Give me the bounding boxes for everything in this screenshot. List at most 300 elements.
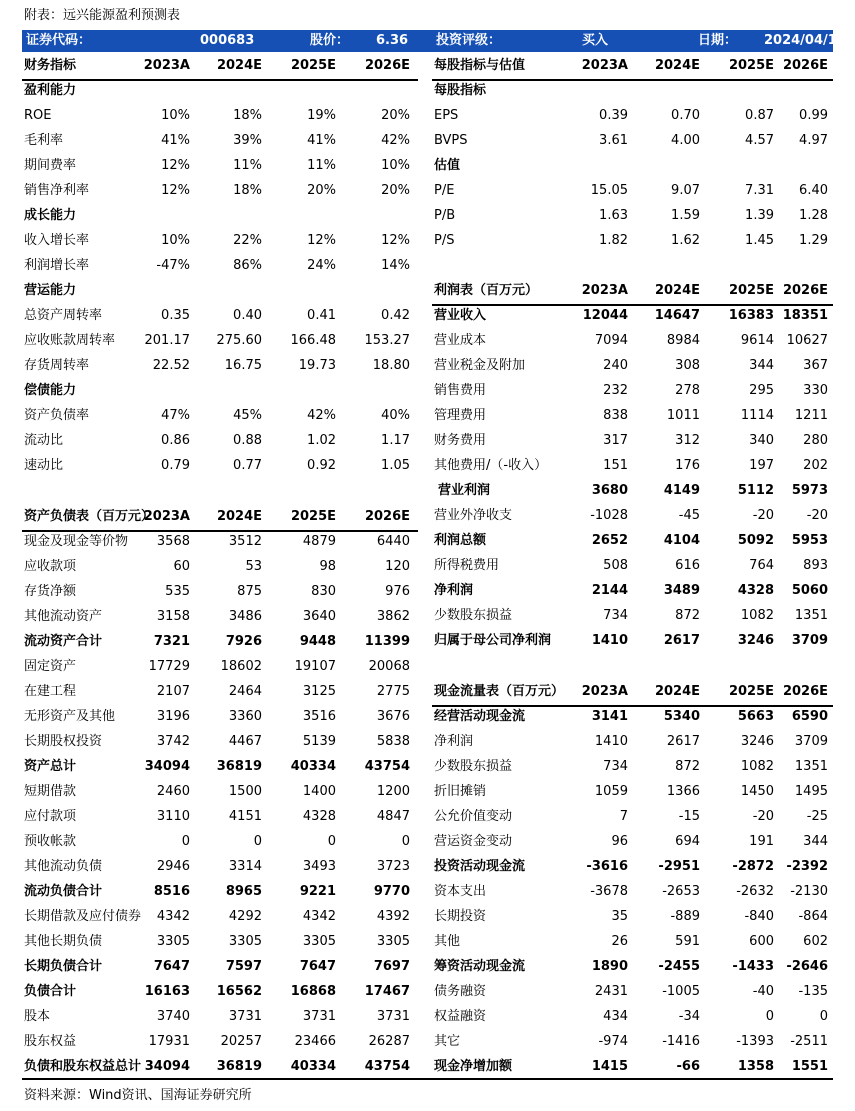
year-header: 2024E [654,283,700,298]
table-row [22,1055,418,1080]
table-row [22,229,418,254]
cell-value: 1.63 [599,208,628,223]
security-info-bar [22,30,846,52]
cell-value: 5838 [376,734,410,749]
cell-value: 838 [603,408,628,423]
cell-value: 1.28 [799,208,828,223]
table-row [432,554,833,579]
cell-value: 2617 [666,734,700,749]
table-row [432,705,833,730]
cell-value: -2130 [790,884,828,899]
table-row [432,730,833,755]
cell-value: 4328 [737,583,774,598]
table-row [22,555,418,580]
cell-value: 893 [803,558,828,573]
cell-value: 3110 [156,809,190,824]
cell-value: -2392 [786,859,828,874]
cell-value: 202 [803,458,828,473]
row-label: 权益融资 [434,1009,487,1024]
cell-value: 20257 [220,1034,262,1049]
cell-value: -20 [752,508,774,523]
table-row [22,154,418,179]
row-label: 营业税金及附加 [434,358,526,373]
row-label: 存货净额 [24,584,77,599]
cell-value: 232 [603,383,628,398]
cell-value: -34 [678,1009,700,1024]
cell-value: 3512 [228,534,262,549]
cell-value: 0.88 [233,433,262,448]
cell-value: 1200 [376,784,410,799]
row-label: 营业成本 [434,333,487,348]
row-label: 其他流动负债 [24,859,103,874]
bottom-rule [22,1078,833,1080]
cell-value: 1.39 [745,208,774,223]
table-row [22,930,418,955]
cell-value: 4342 [302,909,336,924]
table-row [22,129,418,154]
cell-value: 875 [237,584,262,599]
price-value: 6.36 [376,33,409,48]
table-row [432,379,833,404]
section-heading: 营运能力 [24,283,77,298]
cell-value: 7647 [153,959,190,974]
table-row [432,855,833,880]
table-row [432,955,833,980]
year-header: 2026E [782,283,828,298]
cell-value: 9614 [740,333,774,348]
header-title: 现金流量表（百万元） [434,684,565,699]
cell-value: 120 [385,559,410,574]
cell-value: 535 [165,584,190,599]
cell-value: 10627 [786,333,828,348]
cell-value: 3568 [156,534,190,549]
cell-value: -1393 [736,1034,774,1049]
cell-value: 275.60 [216,333,262,348]
cell-value: 26287 [368,1034,410,1049]
cell-value: -1028 [590,508,628,523]
row-label: 固定资产 [24,659,77,674]
cell-value: 18351 [782,308,828,323]
row-label: 应收账款周转率 [24,333,116,348]
cell-value: 5953 [791,533,828,548]
cell-value: 7.31 [745,183,774,198]
cell-value: 39% [233,133,262,148]
cell-value: 36819 [216,759,262,774]
row-label: 存货周转率 [24,358,90,373]
cell-value: 1551 [791,1059,828,1074]
cell-value: 4879 [302,534,336,549]
cell-value: 1450 [740,784,774,799]
cell-value: 3731 [228,1009,262,1024]
row-label: 预收帐款 [24,834,77,849]
cell-value: 1358 [737,1059,774,1074]
table-row [22,680,418,705]
header-title: 财务指标 [24,58,77,73]
cell-value: 367 [803,358,828,373]
row-label: 营业外净收支 [434,508,513,523]
cell-value: 20% [381,108,410,123]
table-row [22,1030,418,1055]
section-heading: 偿债能力 [24,383,77,398]
row-label: 股本 [24,1009,51,1024]
table-row [22,855,418,880]
cell-value: 3314 [228,859,262,874]
cell-value: 12% [161,158,190,173]
cell-value: 5060 [791,583,828,598]
date-value: 2024/04/16 [764,33,846,48]
row-label: 折旧摊销 [434,784,487,799]
row-label: BVPS [434,133,468,148]
price-label: 股价： [310,33,350,48]
cell-value: 1082 [740,608,774,623]
cell-value: 43754 [364,759,410,774]
cell-value: 3196 [156,709,190,724]
cell-value: 98 [319,559,336,574]
table-row [22,254,418,279]
row-label: 投资活动现金流 [434,859,526,874]
cell-value: 20068 [368,659,410,674]
row-label: 财务费用 [434,433,487,448]
cell-value: 16163 [144,984,190,999]
section-heading: 估值 [434,158,461,173]
table-row [22,454,418,479]
cell-value: -840 [744,909,774,924]
cell-value: -40 [752,984,774,999]
cell-value: 53 [245,559,262,574]
cell-value: 0.87 [745,108,774,123]
cell-value: -2872 [732,859,774,874]
cell-value: -66 [676,1059,700,1074]
cell-value: 3862 [376,609,410,624]
cell-value: 3676 [376,709,410,724]
cell-value: -135 [798,984,828,999]
cell-value: 9.07 [671,183,700,198]
cell-value: 3305 [376,934,410,949]
cell-value: 3141 [591,709,628,724]
cell-value: 1.05 [381,458,410,473]
cell-value: 40% [381,408,410,423]
cell-value: 3158 [156,609,190,624]
row-label: 利润增长率 [24,258,90,273]
cell-value: 34094 [144,759,190,774]
cell-value: 3742 [156,734,190,749]
cell-value: 10% [381,158,410,173]
cell-value: 16383 [728,308,774,323]
year-header: 2025E [290,58,336,73]
row-label: 销售净利率 [24,183,90,198]
cell-value: 295 [749,383,774,398]
cell-value: 2775 [376,684,410,699]
table-row [22,429,418,454]
cell-value: 3740 [156,1009,190,1024]
section-heading-row [432,79,833,104]
cell-value: 0 [819,1009,828,1024]
cell-value: 734 [603,759,628,774]
cell-value: 0 [765,1009,774,1024]
row-label: 流动负债合计 [24,884,103,899]
table-row [432,404,833,429]
row-label: 负债合计 [24,984,77,999]
cell-value: 0.41 [307,308,336,323]
cell-value: 6.40 [799,183,828,198]
cell-value: 600 [749,934,774,949]
cell-value: 278 [675,383,700,398]
cell-value: 11% [233,158,262,173]
cell-value: 86% [233,258,262,273]
cell-value: 2144 [591,583,628,598]
table-row [22,880,418,905]
cell-value: 40334 [290,759,336,774]
cell-value: 4149 [663,483,700,498]
year-header: 2024E [216,58,262,73]
row-label: 管理费用 [434,408,487,423]
year-header: 2025E [728,283,774,298]
cell-value: 4847 [376,809,410,824]
cell-value: 344 [749,358,774,373]
table-header-row [432,680,833,707]
cell-value: 166.48 [290,333,336,348]
row-label: 流动资产合计 [24,634,103,649]
rating-label: 投资评级： [436,33,502,48]
cell-value: 1351 [794,759,828,774]
year-header: 2023A [581,684,628,699]
row-label: 现金及现金等价物 [24,534,129,549]
cell-value: -1433 [732,959,774,974]
cell-value: 4342 [156,909,190,924]
year-header: 2026E [782,684,828,699]
cell-value: 5112 [737,483,774,498]
cell-value: -864 [798,909,828,924]
cell-value: 0 [327,834,336,849]
cell-value: -1005 [662,984,700,999]
section-heading-row [22,279,418,304]
cell-value: 330 [803,383,828,398]
table-row [432,104,833,129]
cell-value: 1415 [591,1059,628,1074]
table-row [22,530,418,555]
table-row [432,629,833,654]
table-row [432,805,833,830]
cell-value: 191 [749,834,774,849]
cell-value: 602 [803,934,828,949]
cell-value: -2632 [736,884,774,899]
cell-value: 11% [307,158,336,173]
cell-value: 34094 [144,1059,190,1074]
cell-value: 18.80 [372,358,410,373]
cell-value: 12% [307,233,336,248]
cell-value: 22% [233,233,262,248]
table-row [22,805,418,830]
cell-value: 2652 [591,533,628,548]
cell-value: 6440 [376,534,410,549]
table-row [432,780,833,805]
cell-value: 4.00 [671,133,700,148]
cell-value: 9770 [373,884,410,899]
cell-value: 9448 [299,634,336,649]
table-row [432,1030,833,1055]
cell-value: 36819 [216,1059,262,1074]
cell-value: 43754 [364,1059,410,1074]
table-row [432,529,833,554]
row-label: 无形资产及其他 [24,709,116,724]
table-row [432,930,833,955]
cell-value: 18% [233,183,262,198]
cell-value: 1.29 [799,233,828,248]
table-row [22,304,418,329]
cell-value: 15.05 [590,183,628,198]
row-label: 负债和股东权益总计 [24,1059,142,1074]
row-label: 净利润 [434,583,474,598]
year-header: 2023A [143,509,190,524]
cell-value: 8516 [153,884,190,899]
table-row [432,354,833,379]
cell-value: 5092 [737,533,774,548]
row-label: 其他长期负债 [24,934,103,949]
cell-value: 153.27 [364,333,410,348]
cell-value: 3709 [794,734,828,749]
table-caption: 附表：远兴能源盈利预测表 [24,8,181,23]
cell-value: 18% [233,108,262,123]
section-heading-row [22,79,418,104]
cell-value: 18602 [220,659,262,674]
cell-value: 2107 [156,684,190,699]
cell-value: 508 [603,558,628,573]
table-row [432,755,833,780]
cell-value: 0.79 [161,458,190,473]
cell-value: 3516 [302,709,336,724]
cell-value: 3.61 [599,133,628,148]
cell-value: 872 [675,608,700,623]
cell-value: 7 [619,809,628,824]
cell-value: -45 [678,508,700,523]
cell-value: 694 [675,834,700,849]
cell-value: 872 [675,759,700,774]
header-title: 每股指标与估值 [434,58,526,73]
cell-value: 42% [381,133,410,148]
cell-value: -2646 [786,959,828,974]
cell-value: 3360 [228,709,262,724]
row-label: P/E [434,183,455,198]
row-label: ROE [24,108,52,123]
row-label: 期间费率 [24,158,77,173]
cell-value: 0 [181,834,190,849]
table-row [432,204,833,229]
row-label: 所得税费用 [434,558,500,573]
cell-value: 0.70 [671,108,700,123]
cell-value: 764 [749,558,774,573]
cell-value: 1.02 [307,433,336,448]
row-label: 应收款项 [24,559,77,574]
cell-value: 830 [311,584,336,599]
cell-value: 0.86 [161,433,190,448]
date-label: 日期： [698,33,738,48]
section-heading-row [22,204,418,229]
year-header: 2024E [216,509,262,524]
cell-value: 1351 [794,608,828,623]
cell-value: 41% [161,133,190,148]
table-row [432,1055,833,1080]
cell-value: 1400 [302,784,336,799]
row-label: 长期借款及应付债券 [24,909,142,924]
cell-value: 5663 [737,709,774,724]
year-header: 2024E [654,58,700,73]
cell-value: -47% [156,258,190,273]
row-label: 其他流动资产 [24,609,103,624]
cell-value: 4467 [228,734,262,749]
table-row [22,404,418,429]
table-row [22,830,418,855]
row-label: 收入增长率 [24,233,90,248]
row-label: 利润总额 [434,533,487,548]
cell-value: 1410 [591,633,628,648]
cell-value: 16868 [290,984,336,999]
cell-value: 45% [233,408,262,423]
cell-value: 734 [603,608,628,623]
table-row [22,780,418,805]
cell-value: -20 [752,809,774,824]
cell-value: 3125 [302,684,336,699]
cell-value: 1059 [594,784,628,799]
row-label: 现金净增加额 [434,1059,513,1074]
cell-value: 3489 [663,583,700,598]
row-label: 归属于母公司净利润 [434,633,552,648]
section-heading-row [22,379,418,404]
cell-value: 616 [675,558,700,573]
cell-value: 4328 [302,809,336,824]
cell-value: 1011 [666,408,700,423]
cell-value: 12% [381,233,410,248]
cell-value: 2464 [228,684,262,699]
cell-value: 1.17 [381,433,410,448]
cell-value: 12044 [582,308,628,323]
cell-value: 7647 [299,959,336,974]
cell-value: 10% [161,233,190,248]
cell-value: 3486 [228,609,262,624]
row-label: 毛利率 [24,133,64,148]
cell-value: 4.57 [745,133,774,148]
cell-value: 4292 [228,909,262,924]
table-row [432,604,833,629]
cell-value: 60 [173,559,190,574]
rating-value: 买入 [582,33,609,48]
cell-value: 4.97 [799,133,828,148]
cell-value: 26 [611,934,628,949]
cell-value: 5139 [302,734,336,749]
table-row [432,880,833,905]
cell-value: 1.62 [671,233,700,248]
cell-value: -889 [670,909,700,924]
table-row [432,329,833,354]
year-header: 2026E [364,58,410,73]
cell-value: 2431 [594,984,628,999]
cell-value: -25 [806,809,828,824]
cell-value: 0 [253,834,262,849]
cell-value: 2460 [156,784,190,799]
cell-value: 3723 [376,859,410,874]
cell-value: 7926 [225,634,262,649]
table-row [22,179,418,204]
cell-value: 47% [161,408,190,423]
table-header-row [432,279,833,306]
cell-value: -1416 [662,1034,700,1049]
table-row [432,504,833,529]
cell-value: 3731 [302,1009,336,1024]
cell-value: 3640 [302,609,336,624]
cell-value: 8965 [225,884,262,899]
cell-value: 14% [381,258,410,273]
cell-value: 17729 [148,659,190,674]
cell-value: 1.82 [599,233,628,248]
